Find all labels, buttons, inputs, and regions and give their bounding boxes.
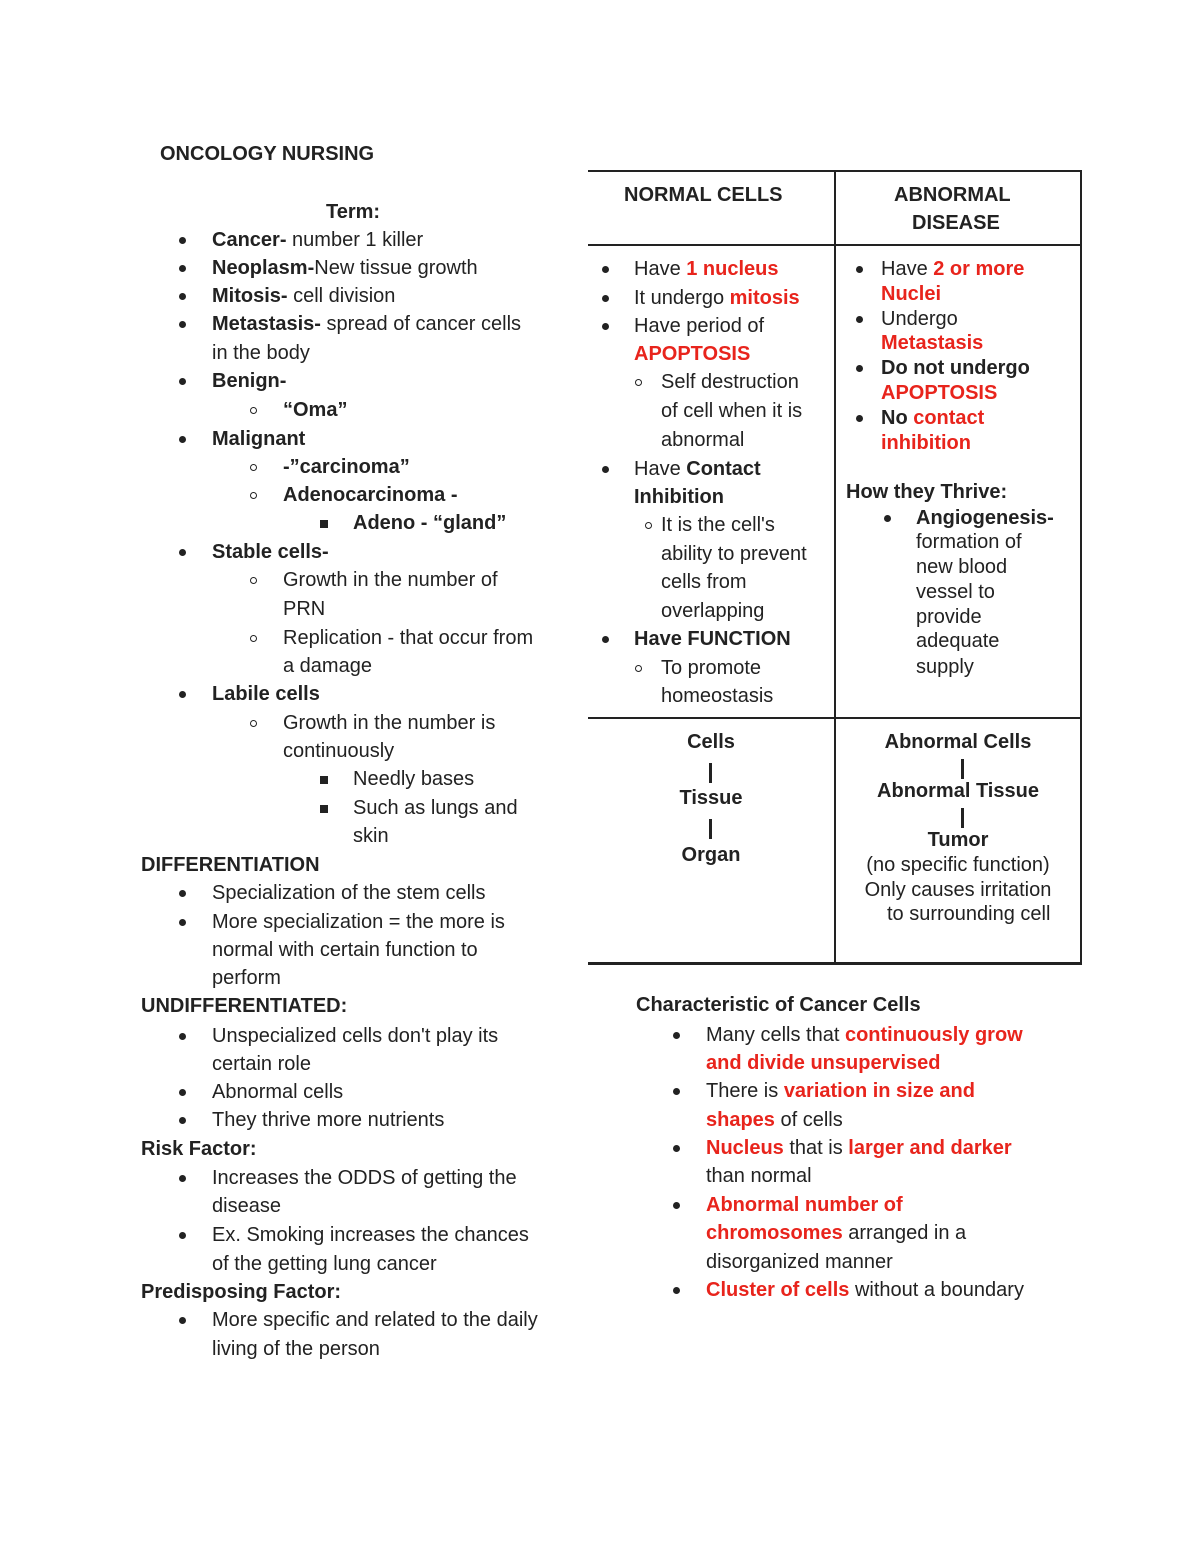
term-metastasis: Metastasis- spread of cancer cells (212, 313, 522, 335)
characteristic-4-cont: chromosomes arranged in a (706, 1222, 967, 1244)
bullet-icon (602, 266, 609, 273)
term-adenocarcinoma: Adenocarcinoma - (283, 484, 458, 506)
circle-bullet-icon (635, 665, 642, 672)
circle-bullet-icon (250, 492, 257, 499)
bullet-icon (602, 466, 609, 473)
stable-detail-1: Growth in the number of (283, 569, 498, 591)
pipe-connector (961, 759, 964, 779)
bullet-icon (673, 1287, 680, 1294)
term-carcinoma: -”carcinoma” (283, 456, 410, 478)
pipe-connector (709, 819, 712, 839)
abnormal-item-3-cont: APOPTOSIS (881, 382, 998, 404)
angiogenesis-def-6: supply (916, 656, 974, 678)
bullet-icon (856, 415, 863, 422)
bullet-icon (179, 1033, 186, 1040)
thrive-heading: How they Thrive: (846, 481, 1008, 503)
labile-sub-2-cont: skin (353, 825, 389, 847)
characteristic-5: Cluster of cells without a boundary (706, 1279, 1024, 1301)
abnormal-item-3: Do not undergo (881, 357, 1030, 379)
circle-bullet-icon (250, 407, 257, 414)
bullet-icon (673, 1145, 680, 1152)
bullet-icon (673, 1032, 680, 1039)
risk-factor-heading: Risk Factor: (141, 1138, 257, 1160)
normal-item-3-apoptosis: APOPTOSIS (634, 343, 751, 365)
header-abnormal: ABNORMAL (894, 184, 1011, 206)
undiff-item-1-cont: certain role (212, 1053, 311, 1075)
stable-detail-1-cont: PRN (283, 598, 326, 620)
term-oma: “Oma” (283, 399, 348, 421)
header-disease: DISEASE (912, 212, 1000, 234)
term-neoplasm: Neoplasm-New tissue growth (212, 257, 478, 279)
stable-detail-2-cont: a damage (283, 655, 372, 677)
bullet-icon (179, 378, 186, 385)
differentiation-heading: DIFFERENTIATION (141, 854, 320, 876)
tumor-note-2: Only causes irritation (864, 879, 1052, 901)
labile-sub-1: Needly bases (353, 768, 475, 790)
normal-item-5-sub: To promote (661, 657, 762, 679)
normal-item-5: Have FUNCTION (634, 628, 791, 650)
predisposing-item-1-cont: living of the person (212, 1338, 380, 1360)
angiogenesis-def-5: adequate (916, 630, 1000, 652)
predisposing-factor-heading: Predisposing Factor: (141, 1281, 342, 1303)
risk-item-2-cont: of the getting lung cancer (212, 1253, 437, 1275)
bullet-icon (179, 919, 186, 926)
normal-item-4-sub-cont: ability to prevent (661, 543, 807, 565)
normal-item-1: Have 1 nucleus (634, 258, 779, 280)
bullet-icon (179, 1232, 186, 1239)
bullet-icon (884, 515, 891, 522)
hierarchy-cells: Cells (687, 731, 735, 753)
bullet-icon (856, 365, 863, 372)
square-bullet-icon (320, 520, 328, 528)
risk-item-1-cont: disease (212, 1195, 281, 1217)
normal-item-4-sub: It is the cell's (661, 514, 775, 536)
bullet-icon (179, 237, 186, 244)
bullet-icon (673, 1088, 680, 1095)
abnormal-item-4-cont: inhibition (881, 432, 971, 454)
hierarchy-abnormal-tissue: Abnormal Tissue (877, 780, 1039, 802)
circle-bullet-icon (250, 464, 257, 471)
bullet-icon (179, 1089, 186, 1096)
diff-item-2-cont2: perform (212, 967, 281, 989)
square-bullet-icon (320, 776, 328, 784)
abnormal-item-2: Undergo (881, 308, 958, 330)
bullet-icon (179, 293, 186, 300)
circle-bullet-icon (250, 577, 257, 584)
table-border-right (1080, 170, 1082, 964)
bullet-icon (856, 316, 863, 323)
bullet-icon (179, 549, 186, 556)
diff-item-1: Specialization of the stem cells (212, 882, 486, 904)
characteristic-1-cont: and divide unsupervised (706, 1052, 941, 1074)
normal-item-2: It undergo mitosis (634, 287, 800, 309)
normal-item-3-sub: Self destruction (661, 371, 799, 393)
normal-item-3-sub-cont: of cell when it is (661, 400, 803, 422)
tumor-note-3: to surrounding cell (887, 903, 1051, 925)
bullet-icon (673, 1202, 680, 1209)
characteristics-heading: Characteristic of Cancer Cells (636, 994, 921, 1016)
risk-item-1: Increases the ODDS of getting the (212, 1167, 517, 1189)
angiogenesis-def-4: provide (916, 606, 982, 628)
normal-item-5-sub-cont: homeostasis (661, 685, 774, 707)
labile-sub-2: Such as lungs and (353, 797, 518, 819)
pipe-connector (961, 808, 964, 828)
abnormal-item-4: No contact (881, 407, 985, 429)
characteristic-3-cont: than normal (706, 1165, 812, 1187)
normal-item-3: Have period of (634, 315, 765, 337)
bullet-icon (602, 636, 609, 643)
normal-item-4-sub-cont2: cells from (661, 571, 747, 593)
characteristic-2: There is variation in size and (706, 1080, 975, 1102)
circle-bullet-icon (250, 635, 257, 642)
bullet-icon (856, 266, 863, 273)
labile-detail-1: Growth in the number is (283, 712, 496, 734)
predisposing-item-1: More specific and related to the daily (212, 1309, 538, 1331)
bullet-icon (179, 1175, 186, 1182)
hierarchy-organ: Organ (681, 844, 741, 866)
risk-item-2: Ex. Smoking increases the chances (212, 1224, 529, 1246)
bullet-icon (602, 323, 609, 330)
hierarchy-tumor: Tumor (927, 829, 989, 851)
characteristic-4-cont2: disorganized manner (706, 1251, 893, 1273)
bullet-icon (179, 1117, 186, 1124)
page-title: ONCOLOGY NURSING (160, 143, 375, 165)
abnormal-item-1-cont: Nuclei (881, 283, 942, 305)
abnormal-item-2-cont: Metastasis (881, 332, 984, 354)
term-malignant: Malignant (212, 428, 306, 450)
term-adeno: Adeno - “gland” (353, 512, 507, 534)
term-cancer: Cancer- number 1 killer (212, 229, 424, 251)
bullet-icon (179, 1317, 186, 1324)
characteristic-4: Abnormal number of (706, 1194, 903, 1216)
labile-detail-1-cont: continuously (283, 740, 395, 762)
bullet-icon (179, 265, 186, 272)
term-mitosis: Mitosis- cell division (212, 285, 396, 307)
term-labile-cells: Labile cells (212, 683, 320, 705)
diff-item-2-cont: normal with certain function to (212, 939, 478, 961)
undifferentiated-heading: UNDIFFERENTIATED: (141, 995, 348, 1017)
undiff-item-1: Unspecialized cells don't play its (212, 1025, 499, 1047)
pipe-connector (709, 763, 712, 783)
circle-bullet-icon (250, 720, 257, 727)
angiogenesis-def-3: vessel to (916, 581, 995, 603)
hierarchy-abnormal-cells: Abnormal Cells (884, 731, 1032, 753)
abnormal-item-1: Have 2 or more (881, 258, 1025, 280)
term-stable-cells: Stable cells- (212, 541, 329, 563)
diff-item-2: More specialization = the more is (212, 911, 505, 933)
undiff-item-3: They thrive more nutrients (212, 1109, 445, 1131)
hierarchy-tissue: Tissue (679, 787, 743, 809)
characteristic-1: Many cells that continuously grow (706, 1024, 1023, 1046)
normal-item-4: Have Contact (634, 458, 761, 480)
tumor-note-1: (no specific function) (866, 854, 1050, 876)
square-bullet-icon (320, 805, 328, 813)
circle-bullet-icon (645, 522, 652, 529)
normal-item-4-cont: Inhibition (634, 486, 724, 508)
bullet-icon (179, 436, 186, 443)
bullet-icon (602, 295, 609, 302)
undiff-item-2: Abnormal cells (212, 1081, 344, 1103)
angiogenesis-term: Angiogenesis- (916, 507, 1054, 529)
term-metastasis-cont: in the body (212, 342, 310, 364)
circle-bullet-icon (635, 379, 642, 386)
bullet-icon (179, 890, 186, 897)
normal-item-4-sub-cont3: overlapping (661, 600, 765, 622)
normal-item-3-sub-cont2: abnormal (661, 429, 745, 451)
angiogenesis-def-2: new blood (916, 556, 1008, 578)
header-normal-cells: NORMAL CELLS (624, 184, 783, 206)
stable-detail-2: Replication - that occur from (283, 627, 534, 649)
term-heading: Term: (326, 201, 381, 223)
characteristic-2-cont: shapes of cells (706, 1109, 843, 1131)
angiogenesis-def-1: formation of (916, 531, 1022, 553)
term-benign: Benign- (212, 370, 287, 392)
bullet-icon (179, 691, 186, 698)
characteristic-3: Nucleus that is larger and darker (706, 1137, 1012, 1159)
bullet-icon (179, 321, 186, 328)
